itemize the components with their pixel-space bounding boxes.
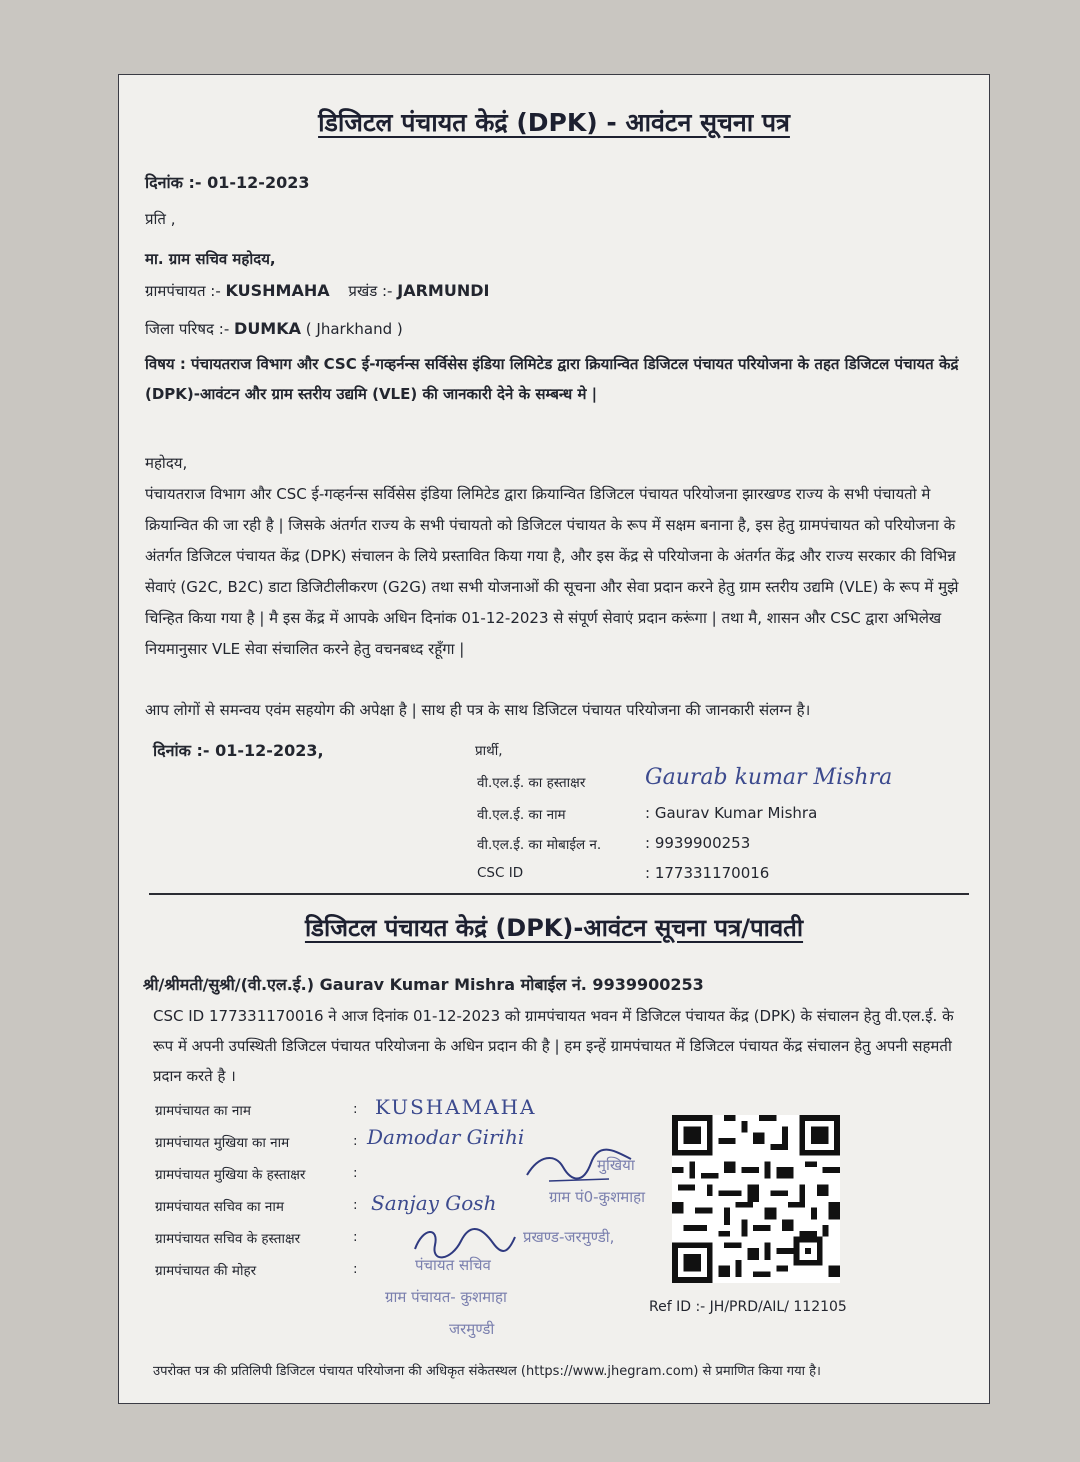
field-label-panchayat-seal: ग्रामपंचायत की मोहर [155,1263,257,1279]
stamp-gram-panchayat-kushmaha: ग्राम पंचायत- कुशमाहा [385,1288,507,1306]
receipt-body: CSC ID 177331170016 ने आज दिनांक 01-12-2023 को ग्रामपंचायत भवन में डिजिटल पंचायत केंद्र (DPK) के संचालन हेतु वी.एल.ई. के रूप में अपनी उपस्थिती डिजिटल पंचायत परियोजना के अधिन प्रदान की है | हम इन्हें ग्रामपंचायत में डिजिटल पंचायत केंद्र संचालन हेतु अपनी सहमती प्रदान करते है । [153,1007,954,1085]
letter-date: दिनांक :- 01-12-2023 [145,173,310,192]
field-label-secretary-name: ग्रामपंचायत सचिव का नाम [155,1199,284,1215]
field-value-secretary-name: Sanjay Gosh [371,1191,497,1215]
qr-code [672,1115,840,1283]
stamp-jarmundi: जरमुण्डी [449,1320,495,1338]
field-colon: : [353,1133,358,1149]
closing-line: आप लोगों से समन्वय एवंम सहयोग की अपेक्षा है | साथ ही पत्र के साथ डिजिटल पंचायत परियोजना की जानकारी संलग्न है। [145,701,811,719]
vle-mobile-value: : 9939900253 [645,834,751,852]
vle-signature: Gaurab kumar Mishra [645,765,893,790]
field-colon: : [353,1229,358,1245]
csc-id-label: CSC ID [477,865,524,881]
field-label-mukhiya-signature: ग्रामपंचायत मुखिया के हस्ताक्षर [155,1167,306,1183]
to-line: प्रति , [145,210,176,228]
vle-mobile-label: वी.एल.ई. का मोबाईल न. [477,837,602,853]
stamp-prakhand: प्रखण्ड-जरमुण्डी, [523,1228,615,1246]
panchayat-line [145,281,489,301]
receipt-person-line: श्री/श्रीमती/सुश्री/(वी.एल.ई.) Gaurav Kumar Mishra मोबाईल नं. 9939900253 [143,975,704,994]
stamp-gram-panchayat: ग्राम पं0-कुशमाहा [549,1188,645,1206]
csc-id-value: : 177331170016 [645,864,770,882]
district-label: जिला परिषद :- [145,320,230,338]
allotment-letter-sheet [118,74,990,1404]
applicant-label: प्रार्थी, [475,743,503,759]
addressee: मा. ग्राम सचिव महोदय, [145,250,276,268]
district-state: ( Jharkhand ) [305,320,403,338]
panchayat-value: KUSHMAHA [225,281,330,300]
sign-date: दिनांक :- 01-12-2023, [153,741,324,760]
ref-id: Ref ID :- JH/PRD/AIL/ 112105 [649,1299,847,1315]
stamp-panchayat-sachiv: पंचायत सचिव [415,1256,491,1274]
receipt-title: डिजिटल पंचायत केद्रं (DPK)-आवंटन सूचना पत्र/पावती [304,914,804,942]
field-value-mukhiya-name: Damodar Girihi [367,1125,525,1149]
field-colon: : [353,1101,358,1117]
block-value: JARMUNDI [397,281,490,300]
field-label-secretary-signature: ग्रामपंचायत सचिव के हस्ताक्षर [155,1231,301,1247]
letter-body: पंचायतराज विभाग और CSC ई-गव्हर्नन्स सर्विसेस इंडिया लिमिटेड द्वारा क्रियान्वित डिजिटल पंचायत परियोजना झारखण्ड राज्य के सभी पंचायतो मे क्रियान्वित की जा रही है | जिसके अंतर्गत राज्य के सभी पंचायतो को डिजिटल पंचायत के रूप में सक्षम बनाना है, इस हेतु ग्रामपंचायत को परियोजना के अंतर्गत डिजिटल पंचायत केंद्र (DPK) संचालन के लिये प्रस्तावित किया गया है, और इस केंद्र से परियोजना के अंतर्गत केंद्र और राज्य सरकार की विभिन्न सेवाएं (G2C, B2C) डाटा डिजिटीलीकरण (G2G) तथा सभी योजनाओं की सूचना और सेवा प्रदान करने हेतु ग्राम स्तरीय उद्यमि (VLE) के रूप में मुझे चिन्हित किया गया है | मै इस केंद्र में आपके अधिन दिनांक 01-12-2023 से संपूर्ण सेवाएं प्रदान करूंगा | तथा मै, शासन और CSC द्वारा अभिलेख नियमानुसार VLE सेवा संचालित करने हेतु वचनबध्द रहूँगा | [145,485,959,658]
qr-code-graphic [672,1115,840,1283]
footer-note: उपरोक्त पत्र की प्रतिलिपी डिजिटल पंचायत परियोजना की अधिकृत संकेतस्थल (https://www.jhegram.com) से प्रमाणित किया गया है। [153,1364,821,1379]
vle-sign-label: वी.एल.ई. का हस्ताक्षर [477,775,586,791]
block-label: प्रखंड :- [348,282,393,300]
stamp-mukhiya: मुखिया [597,1156,635,1174]
field-colon: : [353,1197,358,1213]
letter-title: डिजिटल पंचायत केद्रं (DPK) - आवंटन सूचना पत्र [318,108,790,137]
vle-name-label: वी.एल.ई. का नाम [477,807,566,823]
section-divider [149,893,969,895]
field-label-panchayat-name: ग्रामपंचायत का नाम [155,1103,251,1119]
field-value-panchayat-name: KUSHAMAHA [375,1095,537,1119]
panchayat-label: ग्रामपंचायत :- [145,282,221,300]
subject: विषय : पंचायतराज विभाग और CSC ई-गव्हर्नन्स सर्विसेस इंडिया लिमिटेड द्वारा क्रियान्वित डिजिटल पंचायत परियोजना के तहत डिजिटल पंचायत केद्रं (DPK)-आवंटन और ग्राम स्तरीय उद्यमि (VLE) की जानकारी देने के सम्बन्ध मे | [145,355,959,403]
vle-name-value: : Gaurav Kumar Mishra [645,804,818,822]
field-colon: : [353,1165,358,1181]
district-value: DUMKA [234,319,302,338]
salutation: महोदय, [145,454,188,472]
field-label-mukhiya-name: ग्रामपंचायत मुखिया का नाम [155,1135,290,1151]
field-colon: : [353,1261,358,1277]
